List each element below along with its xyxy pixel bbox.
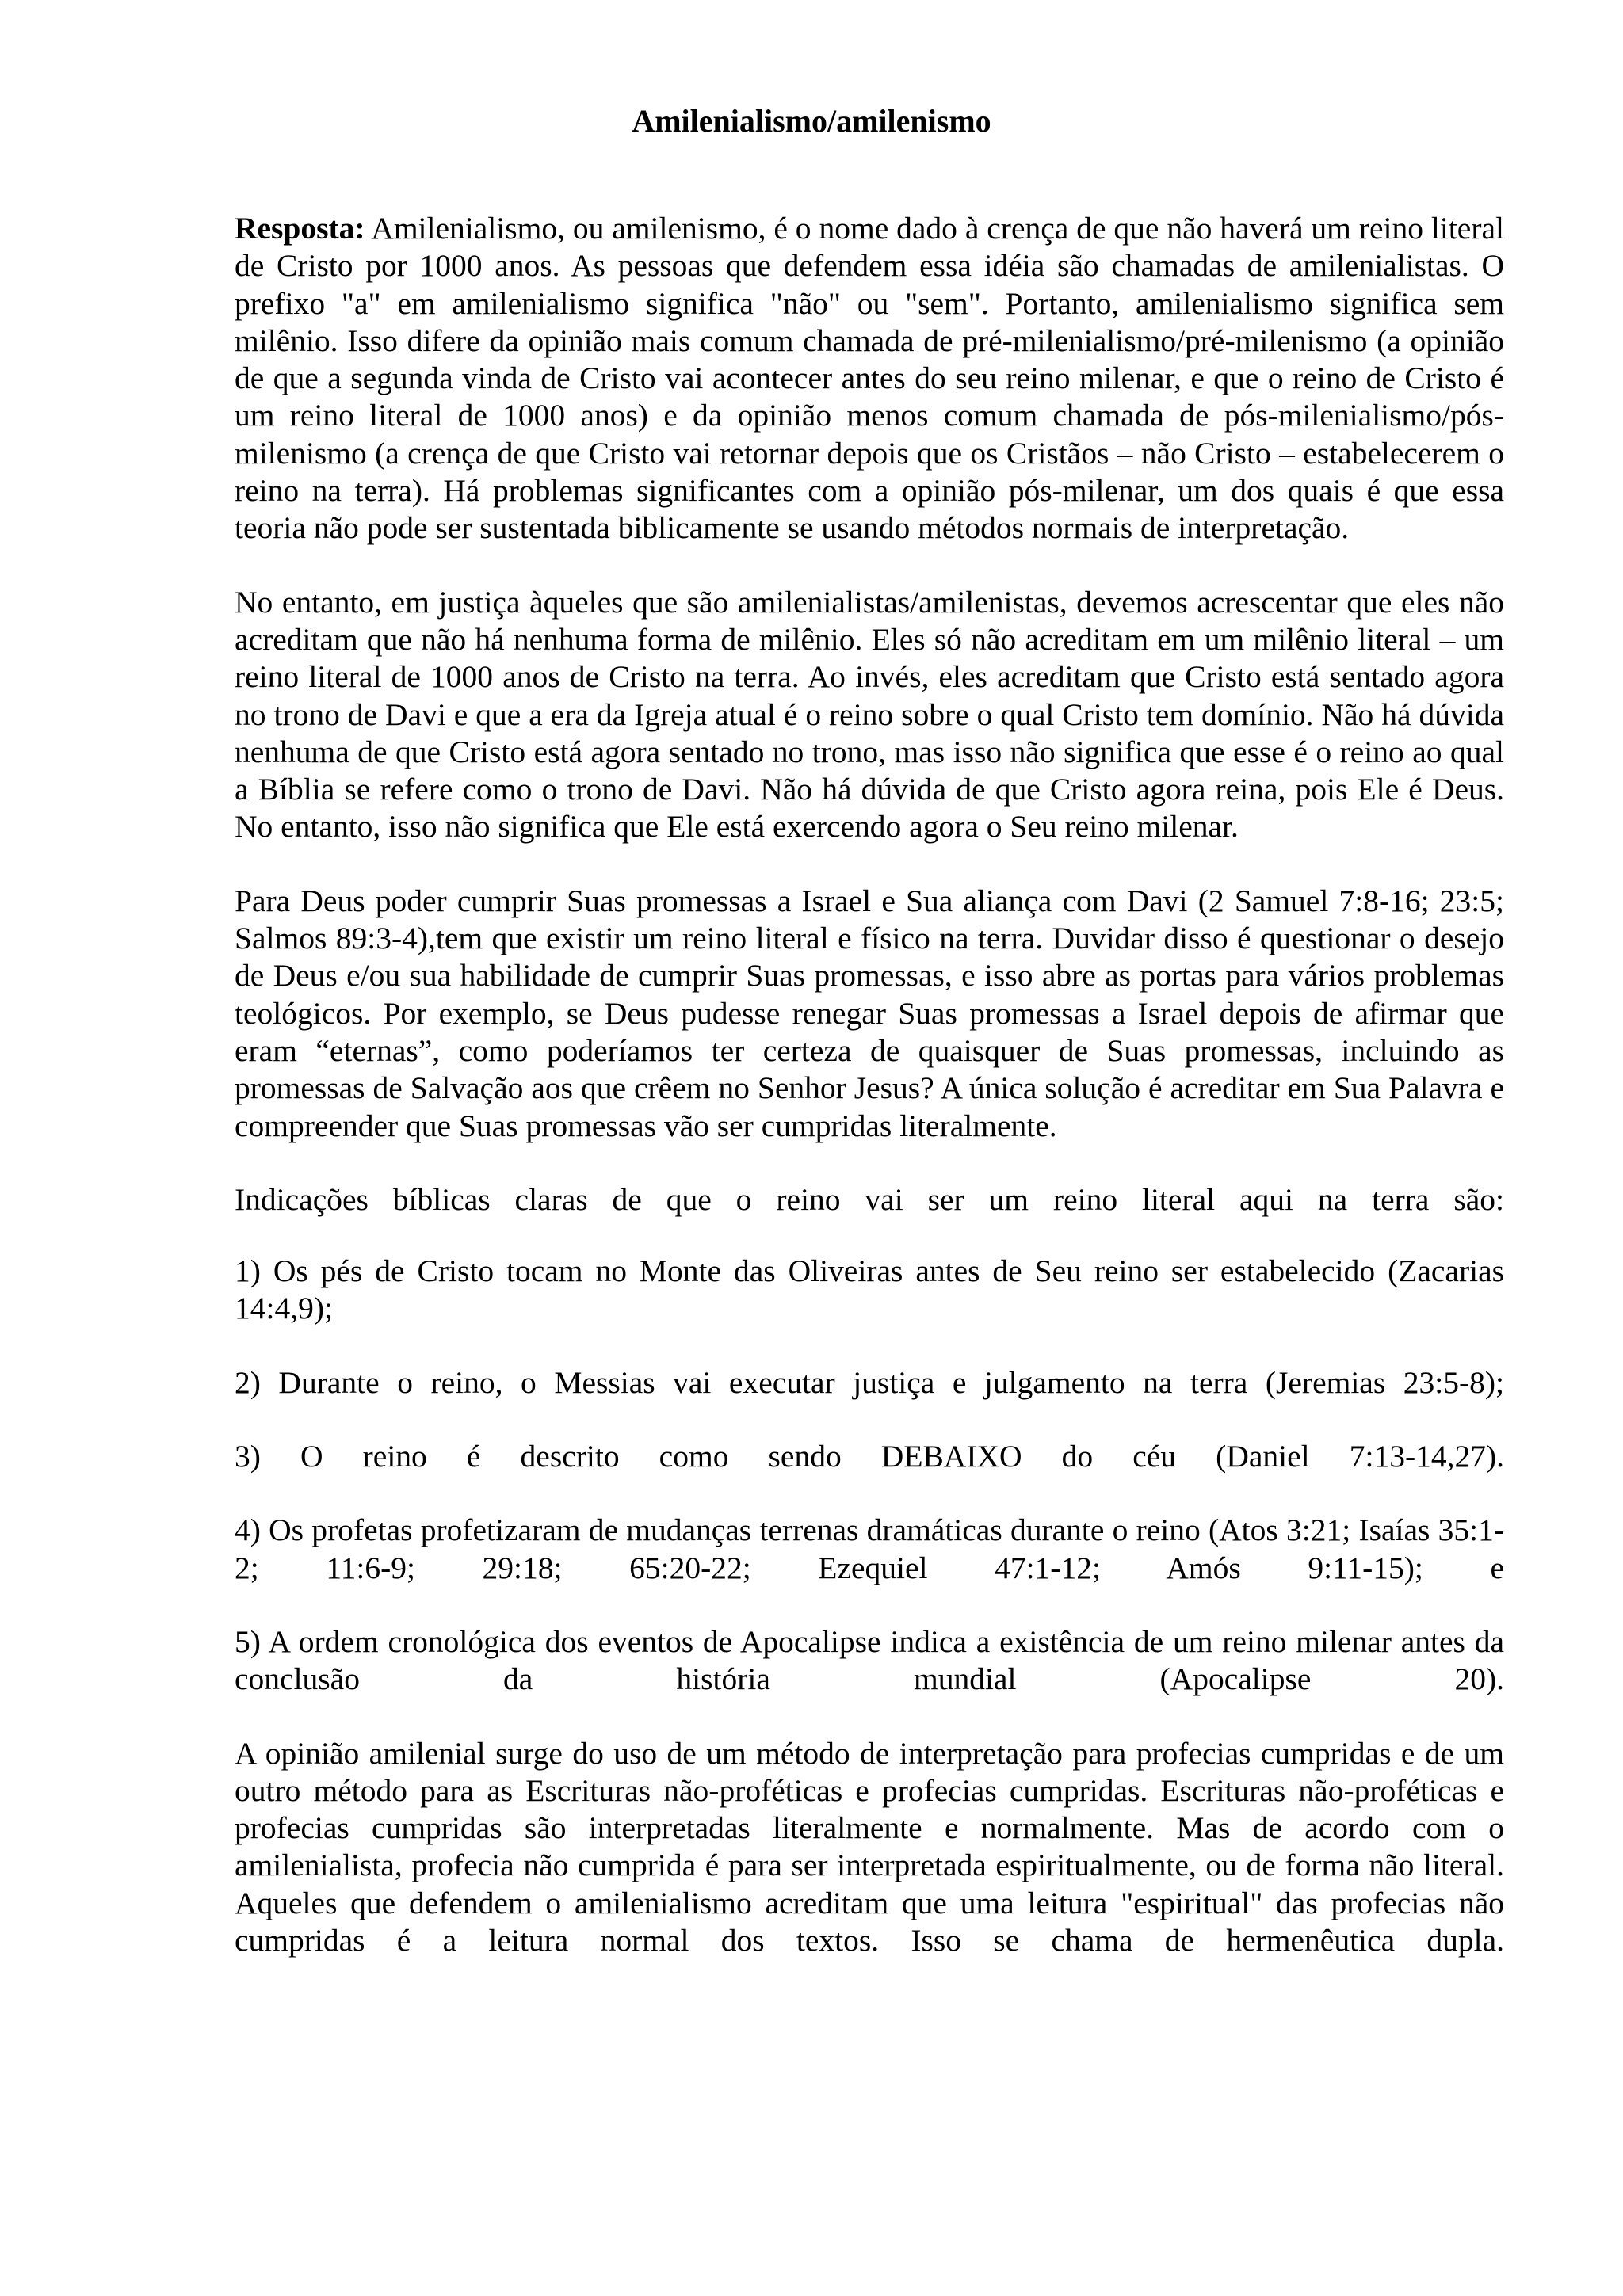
list-intro: Indicações bíblicas claras de que o reino vai ser um reino literal aqui na terra são:: [235, 1181, 1504, 1217]
list-item-4: 4) Os profetas profetizaram de mudanças terrenas dramáticas durante o reino (Atos 3:21; Isaías 35:1-2; 11:6-9; 29:18; 65:20-22; Ezequiel 47:1-12; Amós 9:11-15); e: [235, 1512, 1504, 1585]
list-item-3: 3) O reino é descrito como sendo DEBAIXO do céu (Daniel 7:13-14,27).: [235, 1439, 1504, 1474]
paragraph-last: A opinião amilenial surge do uso de um método de interpretação para profecias cumpridas e de um outro método para as Escrituras não-proféticas e profecias cumpridas. Escrituras não-proféticas e profecias cumpridas são interpretadas literalmente e normalmente. Mas de acordo com o amilenialista, profecia não cumprida é para ser interpretada espiritualmente, ou de forma não literal. Aqueles que defendem o amilenialismo acreditam que uma leitura "espiritual" das profecias não cumpridas é a leitura normal dos textos. Isso se chama de hermenêutica dupla.: [235, 1735, 1504, 1958]
intro-text: Amilenialismo, ou amilenismo, é o nome dado à crença de que não haverá um reino literal de Cristo por 1000 anos. As pessoas que defendem essa idéia são chamadas de amilenialistas. O prefixo "a" em amilenialismo significa "não" ou "sem". Portanto, amilenialismo significa sem milênio. Isso difere da opinião mais comum chamada de pré-milenialismo/pré-milenismo (a opinião de que a segunda vinda de Cristo vai acontecer antes do seu reino milenar, e que o reino de Cristo é um reino literal de 1000 anos) e da opinião menos comum chamada de pós-milenialismo/pós-milenismo (a crença de que Cristo vai retornar depois que os Cristãos – não Cristo – estabelecerem o reino na terra). Há problemas significantes com a opinião pós-milenar, um dos quais é que essa teoria não pode ser sustentada biblicamente se usando métodos normais de interpretação.: [235, 211, 1504, 546]
intro-paragraph: [235, 210, 1504, 547]
paragraph-2: No entanto, em justiça àqueles que são amilenialistas/amilenistas, devemos acrescentar que eles não acreditam que não há nenhuma forma de milênio. Eles só não acreditam em um milênio literal – um reino literal de 1000 anos de Cristo na terra. Ao invés, eles acreditam que Cristo está sentado agora no trono de Davi e que a era da Igreja atual é o reino sobre o qual Cristo tem domínio. Não há dúvida nenhuma de que Cristo está agora sentado no trono, mas isso não significa que esse é o reino ao qual a Bíblia se refere como o trono de Davi. Não há dúvida de que Cristo agora reina, pois Ele é Deus. No entanto, isso não significa que Ele está exercendo agora o Seu reino milenar.: [235, 584, 1504, 845]
paragraph-3: Para Deus poder cumprir Suas promessas a Israel e Sua aliança com Davi (2 Samuel 7:8-16; 23:5; Salmos 89:3-4),tem que existir um reino literal e físico na terra. Duvidar disso é questionar o desejo de Deus e/ou sua habilidade de cumprir Suas promessas, e isso abre as portas para vários problemas teológicos. Por exemplo, se Deus pudesse renegar Suas promessas a Israel depois de afirmar que eram “eternas”, como poderíamos ter certeza de quaisquer de Suas promessas, incluindo as promessas de Salvação aos que crêem no Senhor Jesus? A única solução é acreditar em Sua Palavra e compreender que Suas promessas vão ser cumpridas literalmente.: [235, 883, 1504, 1143]
list-item-2: 2) Durante o reino, o Messias vai executar justiça e julgamento na terra (Jeremias 23:5-8);: [235, 1364, 1504, 1400]
document-title: Amilenialismo/amilenismo: [632, 103, 991, 139]
document-body: [235, 210, 1504, 1959]
list-item-1: 1) Os pés de Cristo tocam no Monte das Oliveiras antes de Seu reino ser estabelecido (Zacarias 14:4,9);: [235, 1253, 1504, 1326]
answer-label: Resposta:: [235, 211, 365, 246]
list-item-5: 5) A ordem cronológica dos eventos de Apocalipse indica a existência de um reino milenar antes da conclusão da história mundial (Apocalipse 20).: [235, 1623, 1504, 1697]
